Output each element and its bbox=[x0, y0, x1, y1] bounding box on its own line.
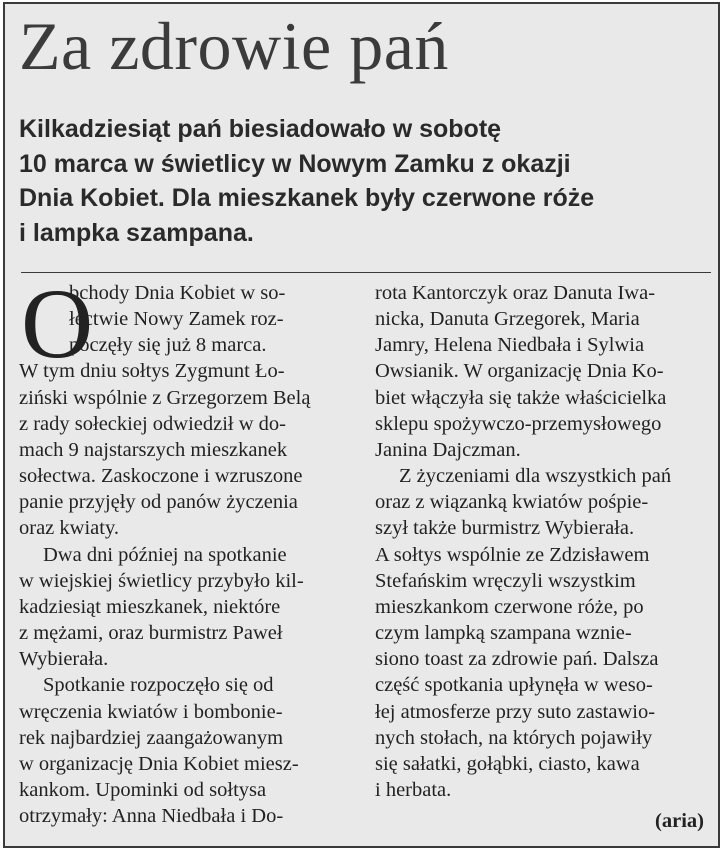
lead-line: Kilkadziesiąt pań biesiadowało w sobotę bbox=[19, 115, 502, 143]
body-line: w wiejskiej świetlicy przybyło kil- bbox=[19, 569, 304, 592]
body-line: kadziesiąt mieszkanek, niektóre bbox=[19, 595, 281, 618]
body-line: otrzymały: Anna Niedbała i Do- bbox=[19, 805, 284, 828]
body-line: Dwa dni później na spotkanie bbox=[43, 543, 287, 566]
body-line: mieszkankom czerwone róże, po bbox=[375, 595, 644, 618]
body-line: Wybierała. bbox=[19, 648, 109, 671]
lead-line: i lampka szampana. bbox=[19, 218, 254, 247]
article-column-left bbox=[19, 280, 359, 829]
body-line: oraz kwiaty. bbox=[19, 517, 119, 540]
author-signature: (aria) bbox=[655, 810, 704, 832]
body-line: łej atmosferze przy suto zastawio- bbox=[375, 700, 656, 723]
body-line: poczęły się już 8 marca. bbox=[69, 334, 267, 357]
body-line: wręczenia kwiatów i bombonie- bbox=[19, 700, 283, 723]
article-column-right bbox=[375, 280, 713, 803]
body-line: szył także burmistrz Wybierała. bbox=[375, 517, 635, 540]
body-line: sołectwa. Zaskoczone i wzruszone bbox=[19, 465, 303, 488]
body-line: rek najbardziej zaangażowanym bbox=[19, 726, 284, 749]
body-line: panie przyjęły od panów życzenia bbox=[19, 491, 298, 514]
body-line: rota Kantorczyk oraz Danuta Iwa- bbox=[375, 282, 656, 304]
body-line: kankom. Upominki od sołtysa bbox=[19, 778, 267, 801]
body-line: W tym dniu sołtys Zygmunt Ło- bbox=[19, 360, 285, 383]
body-line: Owsianik. W organizację Dnia Ko- bbox=[375, 360, 664, 383]
article-lead bbox=[19, 112, 709, 250]
body-line: biet włączyła się także właścicielka bbox=[375, 386, 667, 409]
body-line: łectwie Nowy Zamek roz- bbox=[69, 308, 284, 331]
newspaper-clipping bbox=[3, 2, 720, 848]
lead-line: 10 marca w świetlicy w Nowym Zamku z okazji bbox=[19, 149, 571, 178]
body-line: czym lampką szampana wznie- bbox=[375, 622, 632, 645]
body-line: ziński wspólnie z Grzegorzem Belą bbox=[19, 386, 311, 409]
body-line: bchody Dnia Kobiet w so- bbox=[69, 282, 286, 304]
body-line: Z życzeniami dla wszystkich pań bbox=[399, 465, 672, 488]
drop-cap: O bbox=[21, 268, 94, 379]
body-line: nicka, Danuta Grzegorek, Maria bbox=[375, 308, 640, 331]
body-line: oraz z wiązanką kwiatów pośpie- bbox=[375, 491, 649, 514]
body-line: część spotkania upłynęła w weso- bbox=[375, 674, 653, 697]
body-line: A sołtys wspólnie ze Zdzisławem bbox=[375, 543, 650, 566]
lead-line: Dnia Kobiet. Dla mieszkanek były czerwone róże bbox=[19, 184, 595, 212]
body-line: sklepu spożywczo-przemysłowego bbox=[375, 412, 662, 435]
lead-divider bbox=[21, 272, 711, 273]
body-line: nych stołach, na których pojawiły bbox=[375, 726, 653, 749]
body-line: z mężami, oraz burmistrz Paweł bbox=[19, 622, 283, 645]
body-line: Spotkanie rozpoczęło się od bbox=[43, 674, 274, 697]
article-title: Za zdrowie pań bbox=[19, 8, 449, 84]
body-line: się sałatki, gołąbki, ciasto, kawa bbox=[375, 752, 640, 775]
body-line: Janina Dajczman. bbox=[375, 438, 521, 461]
body-line: z rady sołeckiej odwiedził w do- bbox=[19, 412, 286, 435]
body-line: Stefańskim wręczyli wszystkim bbox=[375, 569, 636, 592]
body-line: mach 9 najstarszych mieszkanek bbox=[19, 438, 288, 461]
body-line: Jamry, Helena Niedbała i Sylwia bbox=[375, 334, 645, 357]
body-line: siono toast za zdrowie pań. Dalsza bbox=[375, 648, 659, 671]
body-line: i herbata. bbox=[375, 778, 452, 801]
body-line: w organizację Dnia Kobiet miesz- bbox=[19, 752, 299, 775]
